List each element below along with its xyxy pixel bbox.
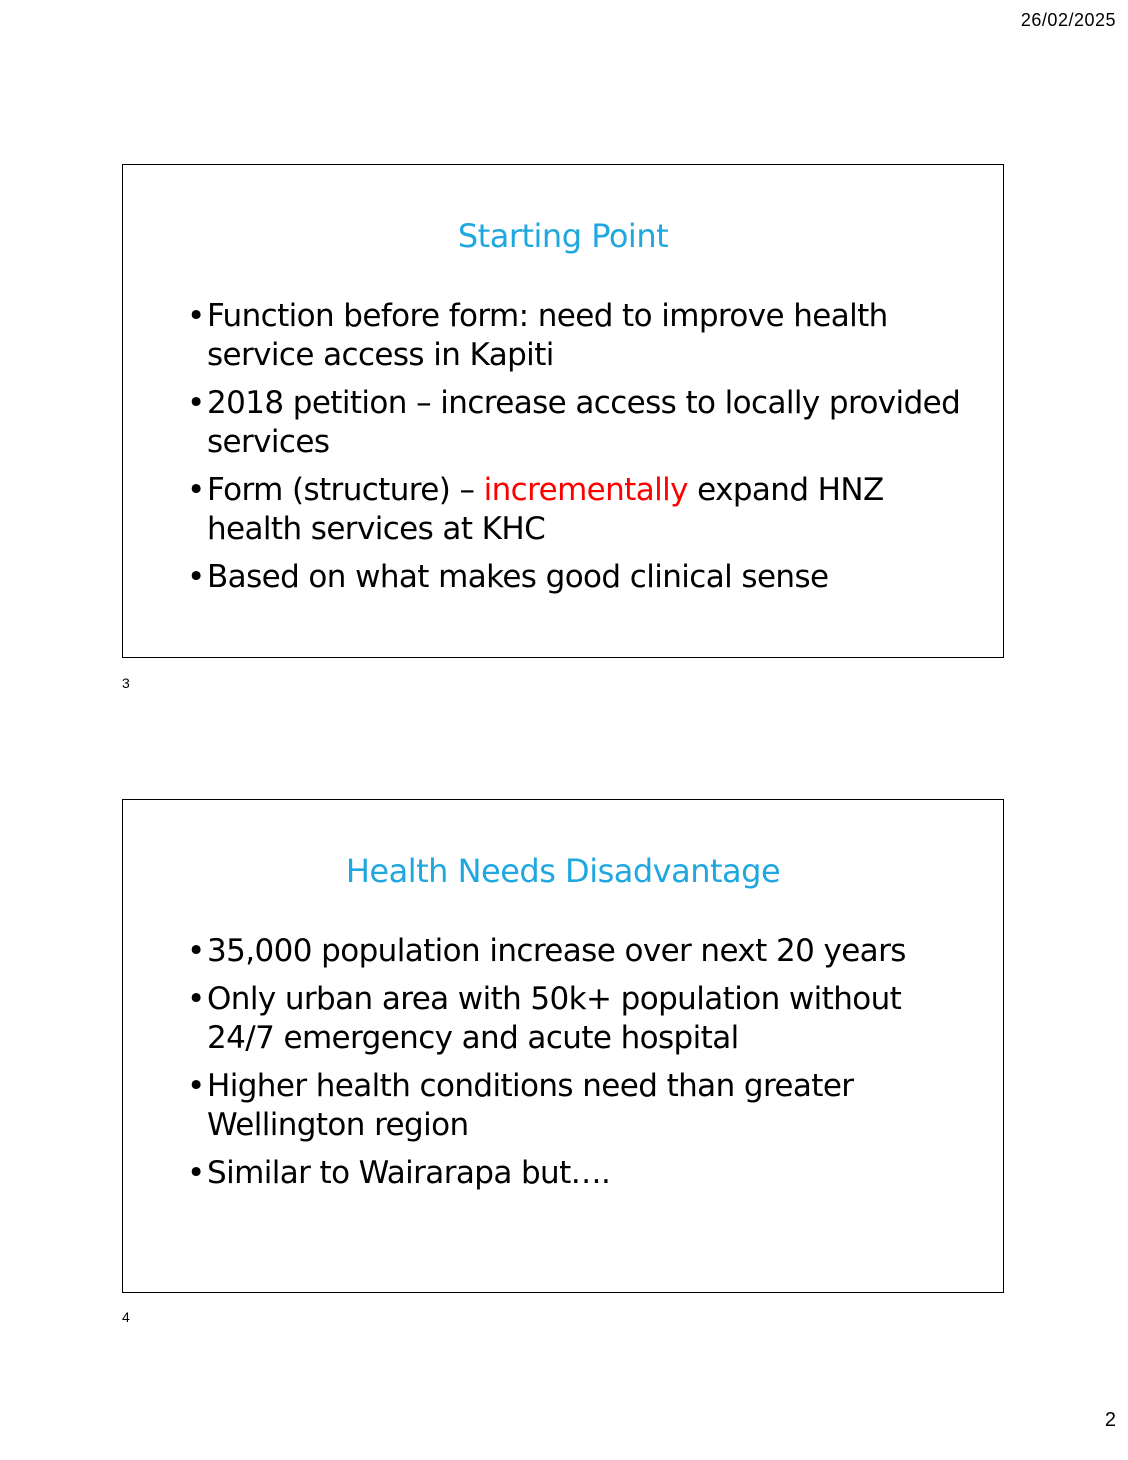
slide-starting-point — [122, 164, 1004, 658]
bullet-item — [187, 980, 977, 1058]
slide-number: 4 — [122, 1309, 130, 1325]
bullet-text: Only urban area with 50k+ population without 24/7 emergency and acute hospital — [207, 981, 902, 1056]
bullet-text-before: Form (structure) – — [207, 472, 484, 508]
highlighted-word: incrementally — [483, 472, 688, 508]
bullet-item — [187, 471, 977, 549]
bullet-icon: • — [187, 1068, 205, 1104]
bullet-text: 35,000 population increase over next 20 years — [207, 933, 906, 969]
slide-health-needs-disadvantage — [122, 799, 1004, 1293]
bullet-list — [187, 297, 977, 606]
bullet-text: Higher health conditions need than greater Wellington region — [207, 1068, 854, 1143]
bullet-text: Similar to Wairarapa but…. — [207, 1155, 611, 1191]
bullet-icon: • — [187, 933, 205, 969]
slide-number: 3 — [122, 675, 130, 691]
bullet-text: Based on what makes good clinical sense — [207, 559, 829, 595]
print-date: 26/02/2025 — [1020, 10, 1116, 30]
bullet-icon: • — [187, 472, 205, 508]
bullet-icon: • — [187, 559, 205, 595]
bullet-item — [187, 1067, 977, 1145]
page-number: 2 — [1104, 1409, 1116, 1431]
bullet-text — [207, 472, 884, 547]
bullet-text: Function before form: need to improve health service access in Kapiti — [207, 298, 888, 373]
bullet-item — [187, 558, 977, 597]
bullet-text-after: expand HNZ health services at KHC — [207, 472, 884, 547]
bullet-item — [187, 384, 977, 462]
slide-title: Starting Point — [457, 217, 669, 255]
bullet-icon: • — [187, 298, 205, 334]
slide-title: Health Needs Disadvantage — [345, 852, 781, 890]
bullet-item — [187, 297, 977, 375]
bullet-icon: • — [187, 1155, 205, 1191]
bullet-list — [187, 932, 977, 1202]
bullet-icon: • — [187, 981, 205, 1017]
bullet-icon: • — [187, 385, 205, 421]
bullet-item — [187, 1154, 977, 1193]
bullet-item — [187, 932, 977, 971]
bullet-text: 2018 petition – increase access to locally provided services — [207, 385, 961, 460]
